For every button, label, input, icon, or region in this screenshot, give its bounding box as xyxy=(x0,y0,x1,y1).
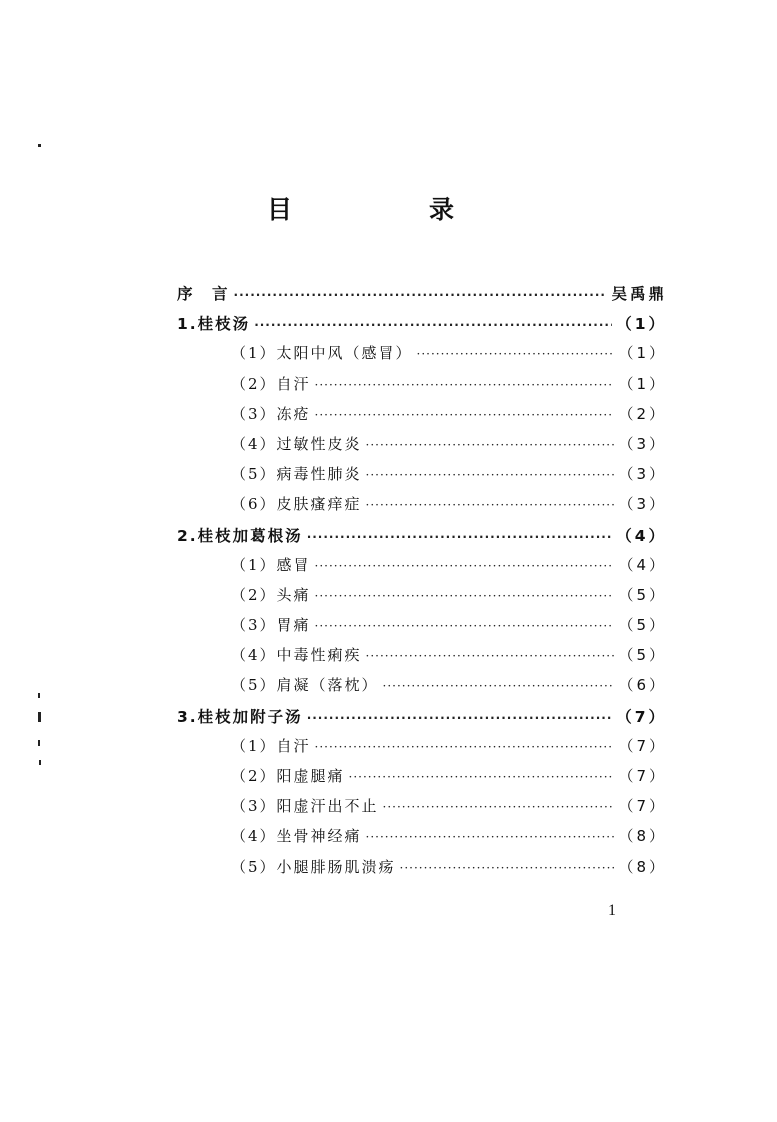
toc-entry-label: （1）感冒 xyxy=(231,555,311,574)
toc-chapter-row xyxy=(177,524,667,554)
toc-entry-page: （5） xyxy=(618,616,667,635)
toc-section-row xyxy=(177,735,667,765)
toc-entry-page: （1） xyxy=(618,374,667,393)
toc-section-row xyxy=(177,342,667,372)
toc-entry-page: （1） xyxy=(616,315,667,334)
toc-entry-label: 2.桂枝加葛根汤 xyxy=(177,526,303,545)
toc-entry-label: （5）肩凝（落枕） xyxy=(231,676,379,695)
toc-entry-page: （1） xyxy=(618,344,667,363)
toc-section-row xyxy=(177,373,667,403)
toc-entry-page: （5） xyxy=(618,585,667,604)
dot-leader xyxy=(315,619,615,633)
dot-leader xyxy=(234,288,608,302)
dot-leader xyxy=(315,408,615,422)
toc-section-row xyxy=(177,825,667,855)
toc-section-row xyxy=(177,463,667,493)
toc-section-row xyxy=(177,674,667,704)
dot-leader xyxy=(366,498,615,512)
toc-entry-page: （2） xyxy=(618,404,667,423)
toc-entry-label: （2）阳虚腿痛 xyxy=(231,767,345,785)
dot-leader xyxy=(417,347,615,361)
toc-section-row xyxy=(177,795,667,825)
toc-entry-label: （6）皮肤瘙痒症 xyxy=(231,495,362,514)
dot-leader xyxy=(254,318,612,332)
toc-entry-label: （4）中毒性痢疾 xyxy=(231,646,362,665)
toc-entry-page: （5） xyxy=(618,646,667,665)
toc-section-row xyxy=(177,584,667,614)
toc-chapter-row xyxy=(177,705,667,735)
toc-entry-label: （5）病毒性肺炎 xyxy=(231,465,362,484)
toc-entry-page: （3） xyxy=(618,465,667,484)
toc-section-row xyxy=(177,644,667,674)
toc-entry-label: （3）阳虚汗出不止 xyxy=(231,797,379,816)
toc-entry-label: 1.桂枝汤 xyxy=(177,315,251,334)
toc-section-row xyxy=(177,493,667,523)
toc-section-row xyxy=(177,856,667,886)
toc-entry-label: （3）冻疮 xyxy=(231,404,311,423)
dot-leader xyxy=(366,468,615,482)
dot-leader xyxy=(315,559,615,573)
toc-entry-page: （3） xyxy=(618,495,667,514)
dot-leader xyxy=(315,378,615,392)
toc-section-row xyxy=(177,403,667,433)
toc-entry-page: （8） xyxy=(618,857,667,876)
dot-leader xyxy=(349,770,615,784)
dot-leader xyxy=(366,438,615,452)
dot-leader xyxy=(383,679,615,693)
scan-speck xyxy=(38,144,41,147)
toc-entry-page: （7） xyxy=(616,707,667,726)
dot-leader xyxy=(366,649,615,663)
toc-entry-label: （4）过敏性皮炎 xyxy=(231,434,362,453)
table-of-contents xyxy=(177,282,667,886)
scan-speck xyxy=(38,712,41,722)
toc-entry-label: 序 言 xyxy=(177,285,230,303)
toc-entry-page: （4） xyxy=(616,526,667,545)
toc-entry-label: （5）小腿腓肠肌溃疡 xyxy=(231,857,396,876)
toc-entry-page: 吴禹鼎 xyxy=(611,285,667,303)
toc-entry-page: （7） xyxy=(618,736,667,755)
toc-entry-page: （7） xyxy=(618,767,667,785)
toc-entry-page: （6） xyxy=(618,676,667,695)
toc-entry-label: （1）自汗 xyxy=(231,736,311,755)
toc-entry-label: （2）自汗 xyxy=(231,374,311,393)
toc-entry-page: （8） xyxy=(618,827,667,846)
toc-section-row xyxy=(177,765,667,795)
toc-section-row xyxy=(177,433,667,463)
toc-chapter-row xyxy=(177,312,667,342)
dot-leader xyxy=(400,861,615,875)
dot-leader xyxy=(307,711,613,725)
dot-leader xyxy=(307,530,613,544)
toc-entry-label: 3.桂枝加附子汤 xyxy=(177,707,303,726)
dot-leader xyxy=(366,830,615,844)
scan-speck xyxy=(39,760,41,765)
dot-leader xyxy=(383,800,615,814)
scan-speck xyxy=(38,693,40,698)
toc-entry-page: （3） xyxy=(618,434,667,453)
toc-section-row xyxy=(177,554,667,584)
page-number: 1 xyxy=(608,902,616,919)
toc-chapter-row xyxy=(177,282,667,312)
scan-speck xyxy=(38,740,40,746)
dot-leader xyxy=(315,740,615,754)
toc-entry-label: （1）太阳中风（感冒） xyxy=(231,344,413,363)
toc-section-row xyxy=(177,614,667,644)
toc-entry-page: （7） xyxy=(618,797,667,816)
toc-entry-page: （4） xyxy=(618,555,667,574)
toc-entry-label: （4）坐骨神经痛 xyxy=(231,827,362,846)
dot-leader xyxy=(315,589,615,603)
toc-entry-label: （2）头痛 xyxy=(231,585,311,604)
page-title: 目 录 xyxy=(266,195,510,224)
toc-entry-label: （3）胃痛 xyxy=(231,616,311,635)
